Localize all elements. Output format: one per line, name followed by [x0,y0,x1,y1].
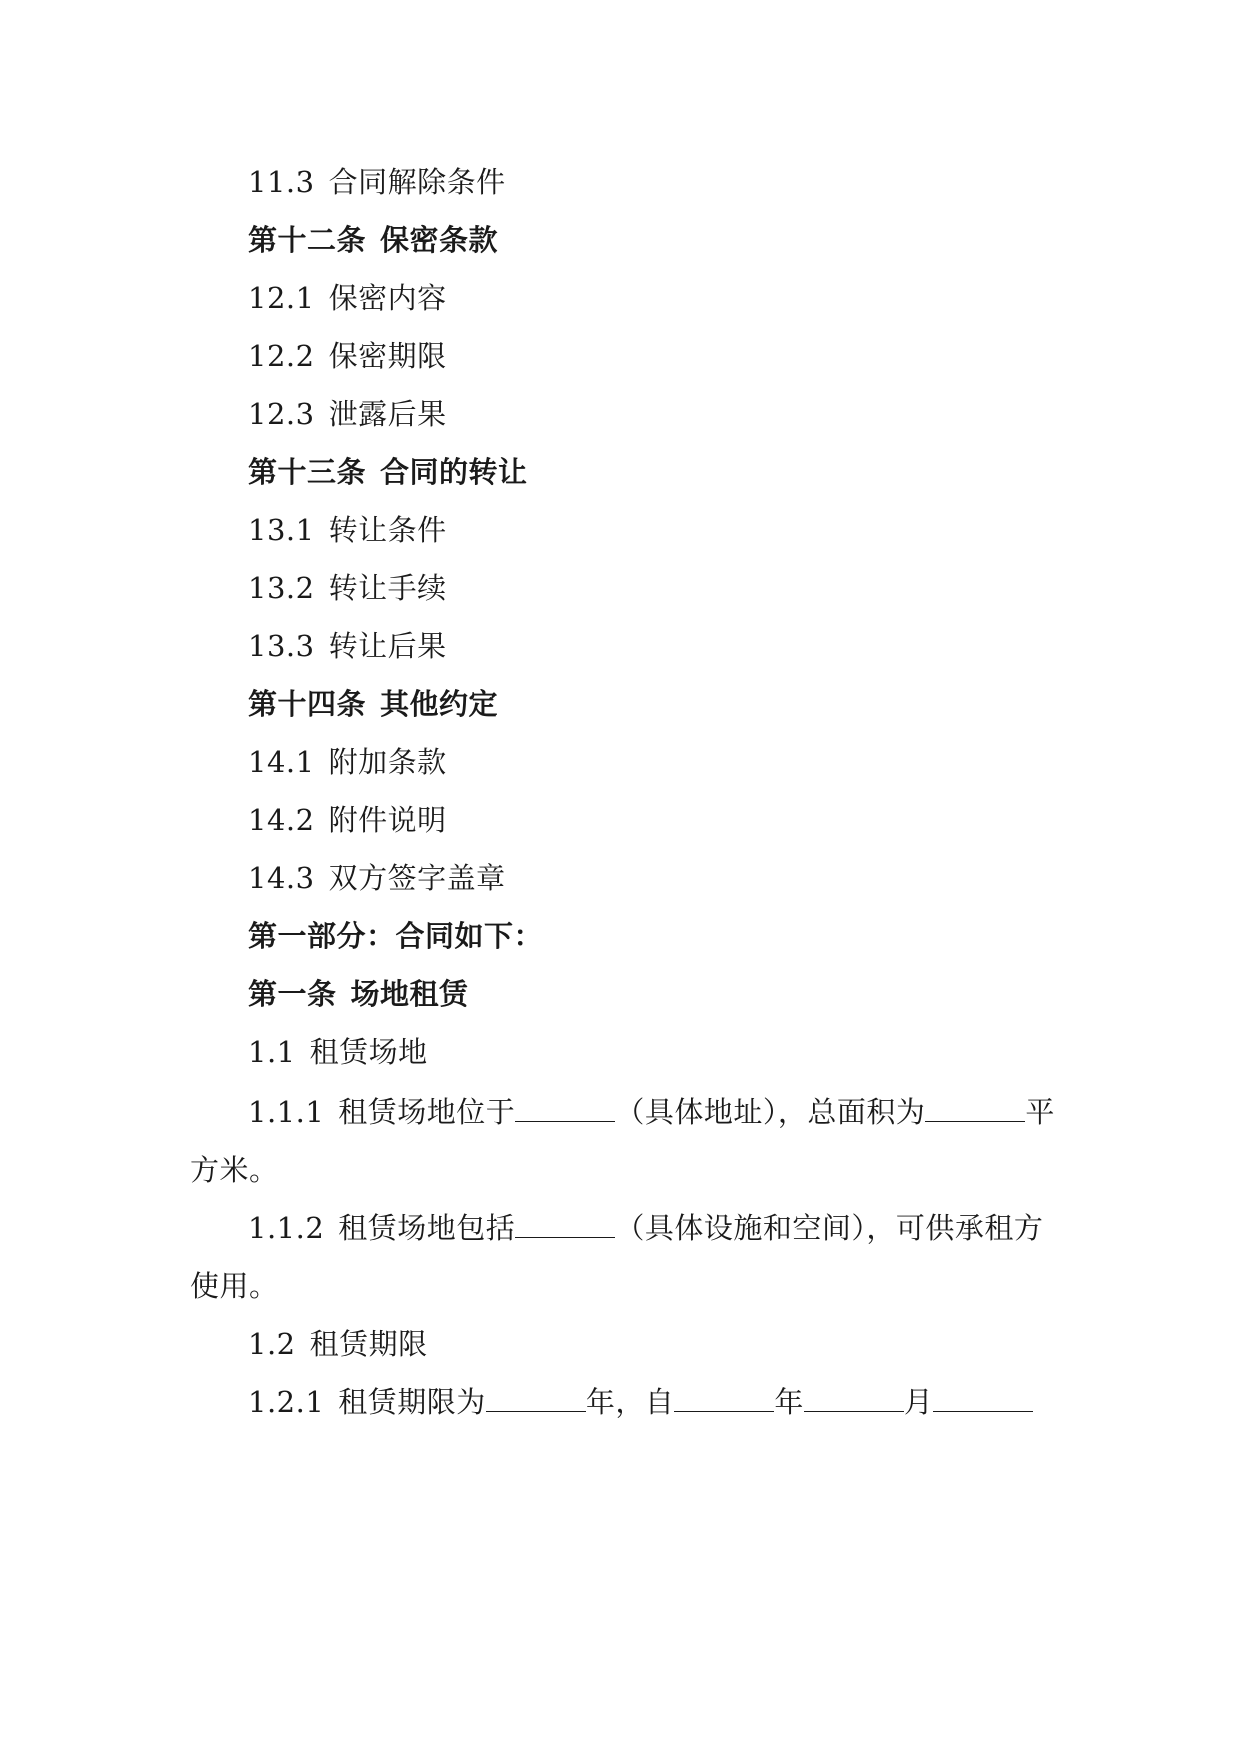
clause-number: 12.3 [248,397,315,431]
clause-number: 11.3 [248,165,315,199]
fill-blank-area[interactable] [925,1093,1025,1122]
article-title: 保密条款 [380,223,499,257]
clause-number: 12.1 [248,281,315,315]
clause-text-part: 月 [903,1385,934,1419]
clause-1-2 [248,1324,428,1364]
clause-text-part: 租赁期限为 [338,1385,486,1419]
clause-text-part: 方米。 [190,1153,279,1187]
clause-text-part: 年，自 [585,1385,675,1419]
clause-title: 保密内容 [328,281,447,315]
clause-number: 12.2 [248,339,315,373]
fill-blank-term-years[interactable] [486,1383,586,1412]
article-13-heading [248,452,528,492]
clause-1-1 [248,1032,428,1072]
article-number: 第十四条 [248,687,367,721]
article-title: 场地租赁 [350,977,469,1011]
fill-blank-start-year[interactable] [674,1383,774,1412]
clause-title: 转让手续 [328,571,447,605]
clause-text-part: （具体设施和空间），可供承租方 [615,1211,1044,1245]
clause-text-part: 租赁场地包括 [338,1211,516,1245]
clause-number: 1.2.1 [248,1385,325,1419]
article-12-heading [248,220,498,260]
article-number: 第十二条 [248,223,367,257]
clause-title: 泄露后果 [328,397,447,431]
clause-title: 双方签字盖章 [328,861,506,895]
clause-title: 租赁场地 [309,1035,428,1069]
fill-blank-address[interactable] [515,1093,615,1122]
clause-12-2 [248,336,447,376]
clause-number: 1.2 [248,1327,296,1361]
clause-12-1 [248,278,447,318]
article-title: 合同的转让 [380,455,528,489]
clause-12-3 [248,394,447,434]
clause-number: 1.1.1 [248,1095,325,1129]
clause-title: 转让条件 [328,513,447,547]
clause-number: 14.3 [248,861,315,895]
clause-title: 附件说明 [328,803,447,837]
article-title: 其他约定 [380,687,499,721]
clause-number: 1.1.2 [248,1211,325,1245]
clause-11-3 [248,162,506,202]
article-1-heading [248,974,469,1014]
article-number: 第一条 [248,977,337,1011]
clause-number: 14.2 [248,803,315,837]
clause-13-1 [248,510,447,550]
clause-1-1-1-continued [190,1150,279,1190]
clause-number: 14.1 [248,745,315,779]
clause-text-part: （具体地址），总面积为 [615,1095,926,1129]
clause-text-part: 年 [774,1385,804,1419]
clause-text-part: 租赁场地位于 [338,1095,516,1129]
part-title: 第一部分：合同如下： [248,919,544,953]
clause-title: 租赁期限 [309,1327,428,1361]
article-number: 第十三条 [248,455,367,489]
clause-title: 转让后果 [328,629,447,663]
clause-text-part: 平 [1025,1095,1055,1129]
fill-blank-start-day[interactable] [933,1383,1033,1412]
clause-13-3 [248,626,447,666]
fill-blank-start-month[interactable] [804,1383,904,1412]
clause-14-1 [248,742,447,782]
clause-13-2 [248,568,447,608]
clause-number: 13.3 [248,629,315,663]
clause-text-part: 使用。 [190,1269,279,1303]
clause-14-2 [248,800,447,840]
clause-1-1-2-continued [190,1266,279,1306]
clause-number: 1.1 [248,1035,296,1069]
clause-title: 保密期限 [328,339,447,373]
clause-1-2-1 [248,1382,1033,1422]
article-14-heading [248,684,498,724]
clause-number: 13.2 [248,571,315,605]
clause-number: 13.1 [248,513,315,547]
fill-blank-facilities[interactable] [515,1209,615,1238]
clause-1-1-1 [248,1092,1055,1132]
part-one-heading [248,916,543,956]
clause-title: 附加条款 [328,745,447,779]
clause-14-3 [248,858,506,898]
clause-title: 合同解除条件 [328,165,506,199]
clause-1-1-2 [248,1208,1043,1248]
